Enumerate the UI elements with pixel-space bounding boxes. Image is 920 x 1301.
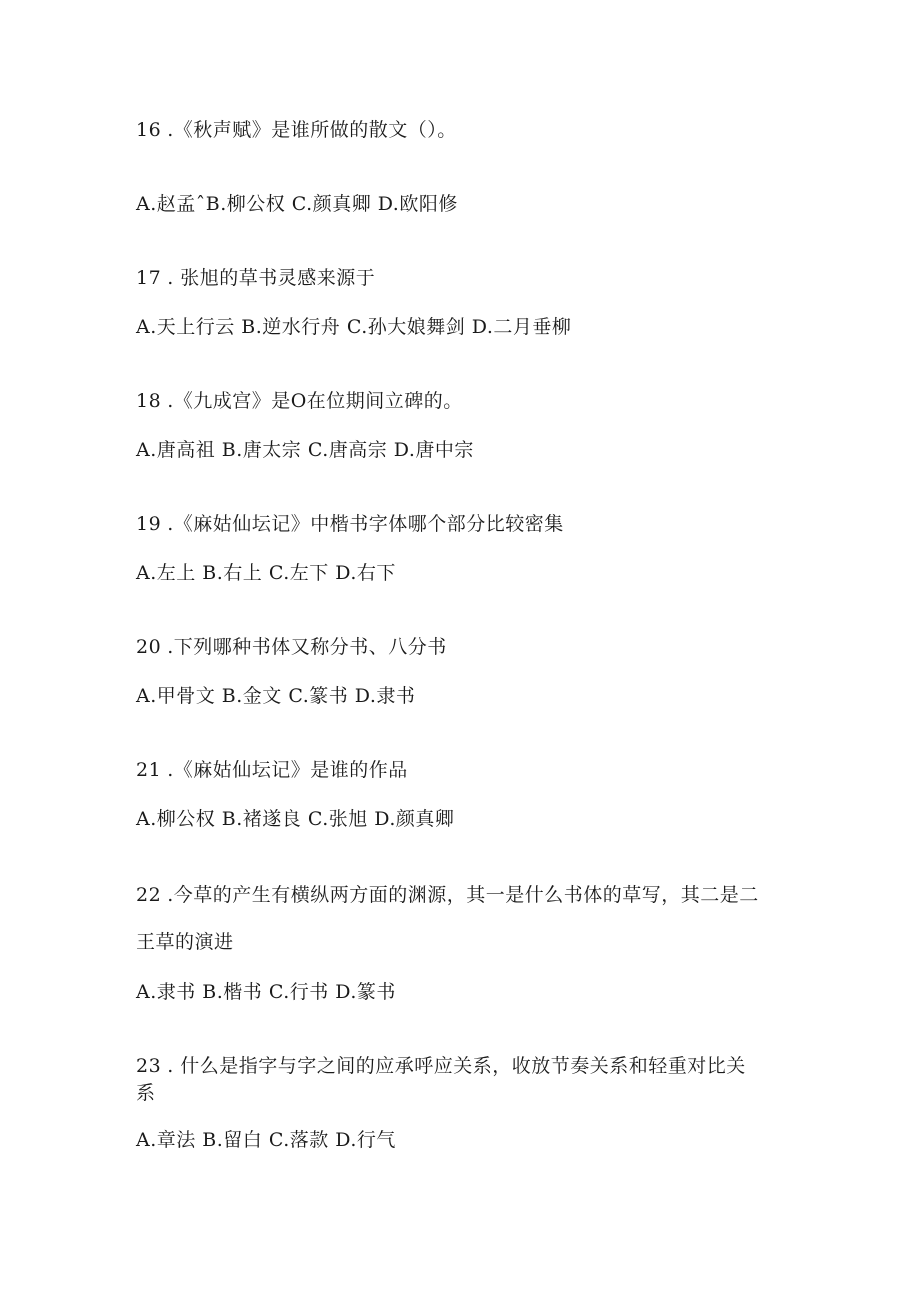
question-number: 17	[136, 267, 162, 289]
question-text: .《九成宫》是O在位期间立碑的。	[167, 390, 463, 412]
question-text: .《麻姑仙坛记》是谁的作品	[167, 759, 408, 781]
question-number: 18	[136, 390, 162, 412]
question-number: 19	[136, 513, 162, 535]
options-18: A.唐高祖 B.唐太宗 C.唐高宗 D.唐中宗	[136, 439, 474, 461]
question-text: . 张旭的草书灵感来源于	[167, 267, 376, 289]
options-17: A.天上行云 B.逆水行舟 C.孙大娘舞剑 D.二月垂柳	[136, 316, 572, 338]
question-number: 23	[136, 1055, 162, 1077]
question-number: 20	[136, 636, 162, 658]
question-17	[136, 266, 375, 290]
question-19	[136, 512, 564, 536]
options-20: A.甲骨文 B.金文 C.篆书 D.隶书	[136, 685, 416, 707]
question-16	[136, 118, 457, 142]
question-text: .今草的产生有横纵两方面的渊源，其一是什么书体的草写，其二是二	[167, 884, 759, 906]
question-text: .《麻姑仙坛记》中楷书字体哪个部分比较密集	[167, 513, 564, 535]
question-text: .《秋声赋》是谁所做的散文（）。	[167, 119, 457, 141]
question-23	[136, 1054, 746, 1078]
question-22	[136, 883, 759, 907]
options-21: A.柳公权 B.褚遂良 C.张旭 D.颜真卿	[136, 808, 455, 830]
question-22-continued: 王草的演进	[136, 931, 234, 953]
options-19: A.左上 B.右上 C.左下 D.右下	[136, 562, 396, 584]
question-18	[136, 389, 463, 413]
question-text: . 什么是指字与字之间的应承呼应关系，收放节奏关系和轻重对比关	[167, 1055, 746, 1077]
question-number: 21	[136, 759, 162, 781]
question-23-continued: 系	[136, 1082, 156, 1104]
question-number: 16	[136, 119, 162, 141]
question-20	[136, 635, 447, 659]
options-22: A.隶书 B.楷书 C.行书 D.篆书	[136, 981, 396, 1003]
question-text: .下列哪种书体又称分书、八分书	[167, 636, 447, 658]
question-21	[136, 758, 408, 782]
question-number: 22	[136, 884, 162, 906]
options-16: A.赵孟ˆB.柳公权 C.颜真卿 D.欧阳修	[136, 193, 458, 215]
options-23: A.章法 B.留白 C.落款 D.行气	[136, 1129, 396, 1151]
